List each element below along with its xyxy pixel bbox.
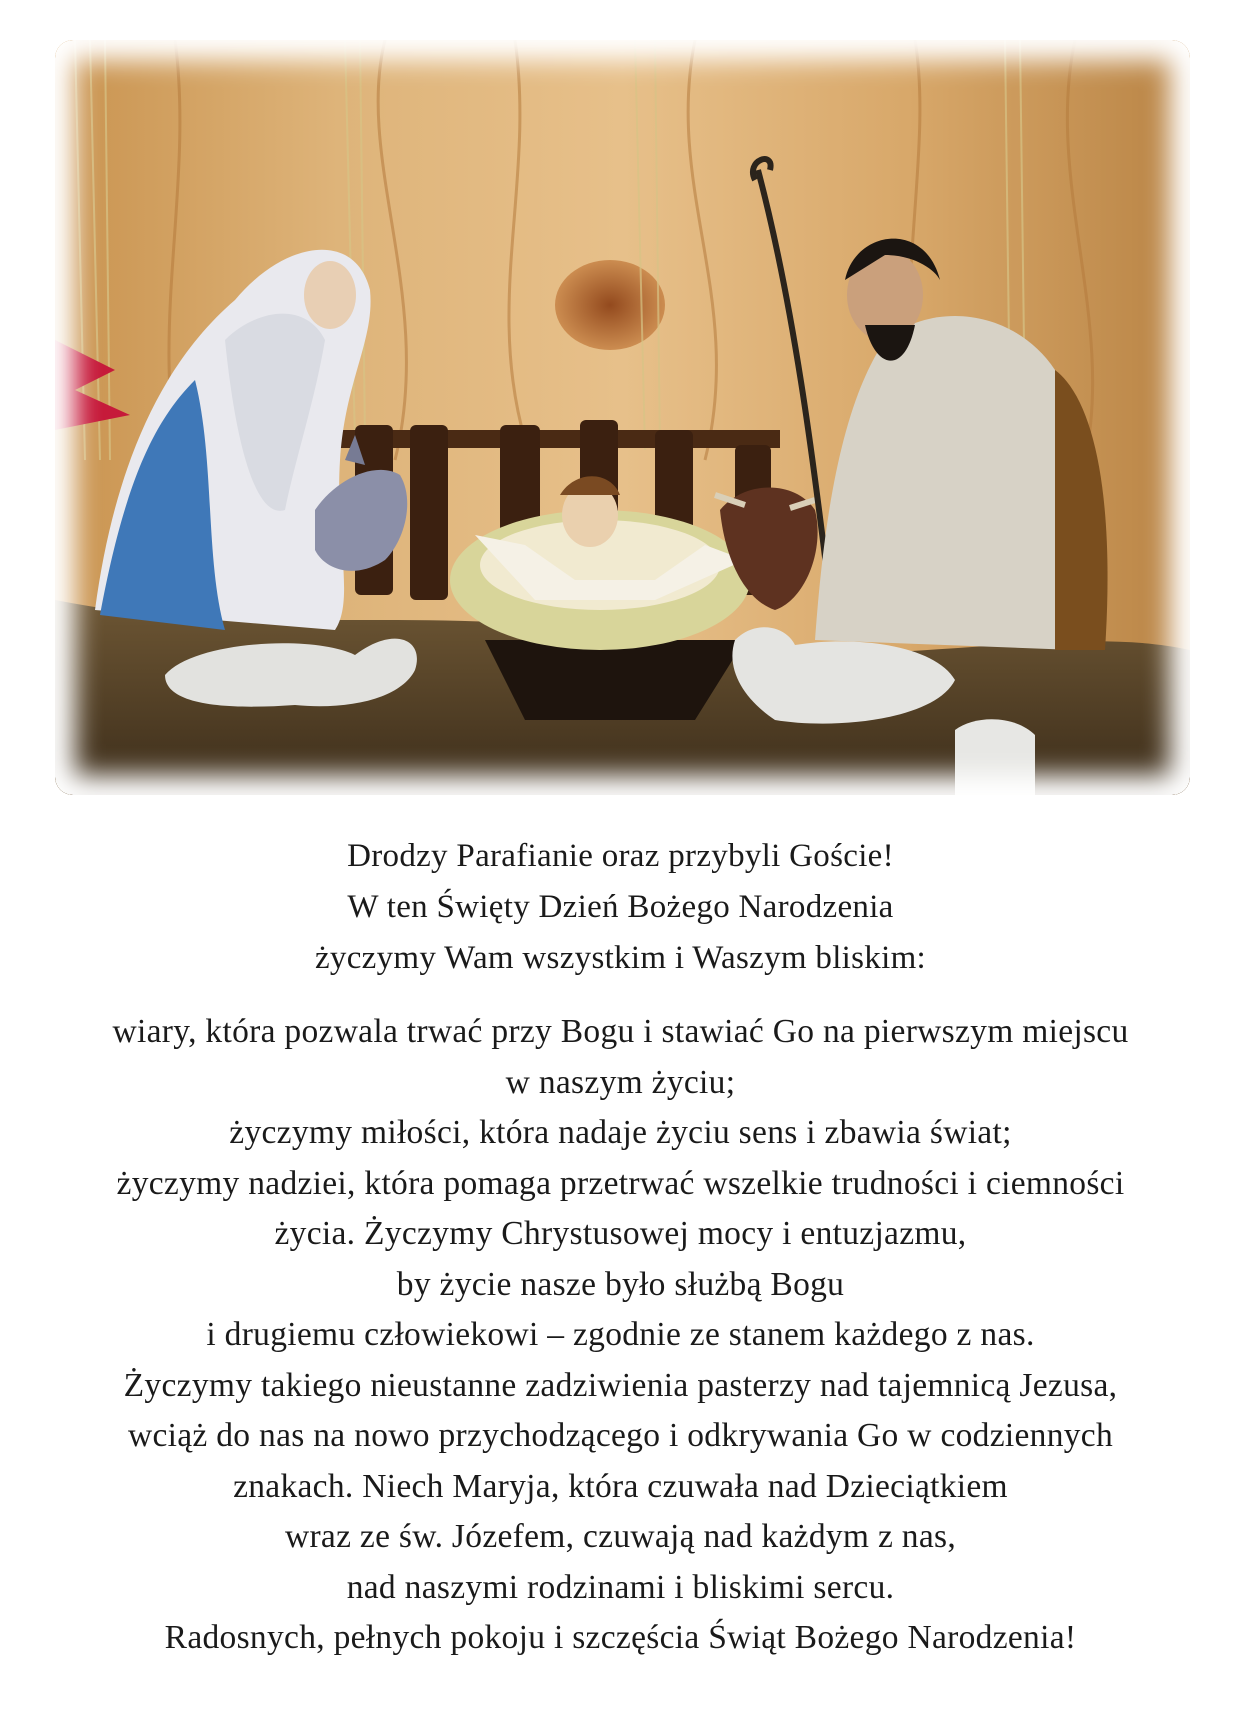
- wishes-line: życzymy nadziei, która pomaga przetrwać wszelkie trudności i ciemności: [116, 1164, 1125, 1202]
- wishes-line: życia. Życzymy Chrystusowej mocy i entuzjazmu,: [274, 1215, 967, 1252]
- wishes-line: wraz ze św. Józefem, czuwają nad każdym z nas,: [284, 1518, 957, 1555]
- wishes-line: znakach. Niech Maryja, która czuwała nad Dzieciątkiem: [233, 1467, 1008, 1505]
- wishes-block: [20, 1007, 1221, 1664]
- greeting-line: życzymy Wam wszystkim i Waszym bliskim:: [314, 940, 927, 976]
- wishes-line: życzymy miłości, która nadaje życiu sens i zbawia świat;: [229, 1114, 1012, 1151]
- wishes-line: wciąż do nas na nowo przychodzącego i odkrywania Go w codziennych: [127, 1417, 1114, 1454]
- wishes-line: wiary, która pozwala trwać przy Bogu i stawiać Go na pierwszym miejscu: [112, 1013, 1129, 1050]
- greeting-line: W ten Święty Dzień Bożego Narodzenia: [347, 889, 894, 925]
- wishes-line: w naszym życiu;: [505, 1063, 736, 1101]
- greeting-block: [20, 831, 1221, 984]
- nativity-scene-photo: [55, 40, 1190, 795]
- wishes-line: Radosnych, pełnych pokoju i szczęścia Świąt Bożego Narodzenia!: [164, 1619, 1077, 1656]
- wishes-line: i drugiemu człowiekowi – zgodnie ze stanem każdego z nas.: [206, 1316, 1035, 1353]
- greeting-line: Drodzy Parafianie oraz przybyli Goście!: [347, 838, 894, 874]
- wishes-line: nad naszymi rodzinami i bliskimi sercu.: [346, 1568, 895, 1606]
- wishes-line: by życie nasze było służbą Bogu: [396, 1265, 845, 1303]
- wishes-line: Życzymy takiego nieustanne zadziwienia pasterzy nad tajemnicą Jezusa,: [123, 1366, 1118, 1404]
